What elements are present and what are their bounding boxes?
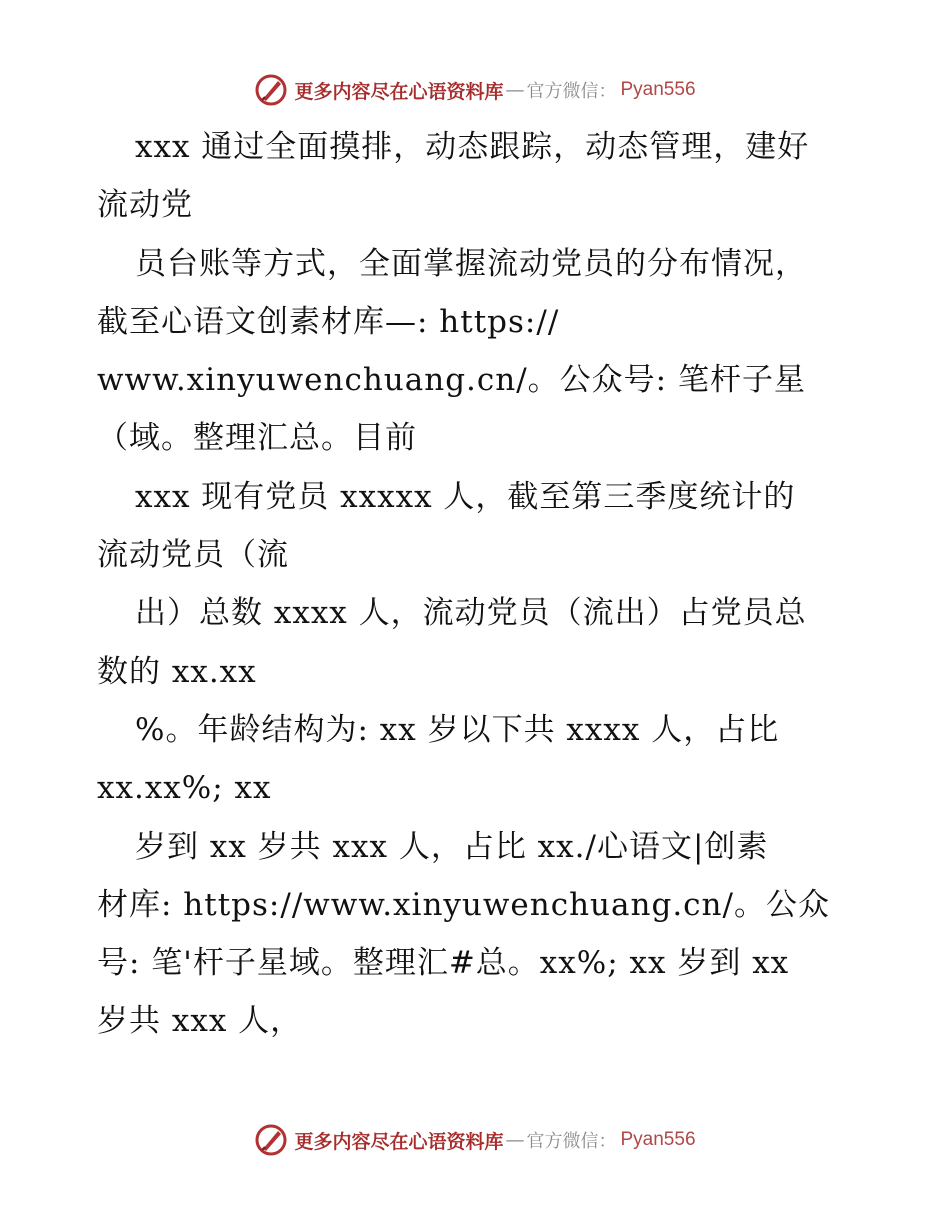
quill-logo-icon — [254, 73, 288, 107]
banner-wechat-label: 官方微信： — [526, 1131, 617, 1152]
quill-logo-icon — [254, 1123, 288, 1157]
text-line: xxx 通过全面摸排，动态跟踪，动态管理，建好 — [135, 129, 810, 165]
footer-banner — [0, 1120, 950, 1160]
text-line: 出）总数 xxxx 人，流动党员（流出）占党员总 — [135, 595, 807, 632]
text-line: 流动党员（流 — [97, 537, 289, 574]
text-line: xxx 现有党员 xxxxx 人，截至第三季度统计的 — [135, 478, 796, 515]
text-line: xx.xx%; xx — [97, 770, 272, 807]
text-line: 员台账等方式，全面掌握流动党员的分布情况， — [135, 245, 807, 282]
text-line: 岁到 xx 岁共 xxx 人，占比 xx./心语文|创素 — [135, 828, 769, 865]
banner-dash: — — [505, 79, 525, 101]
text-line: 号: 笔'杆子星域。整理汇#总。xx%; xx 岁到 xx — [97, 945, 790, 982]
text-line: %。年龄结构为: xx 岁以下共 xxxx 人，占比 — [135, 711, 780, 748]
text-line: 材库: https://www.xinyuwenchuang.cn/。公众 — [97, 886, 830, 923]
text-line: 截至心语文创素材库—: https:// — [97, 303, 560, 340]
document-body — [97, 118, 867, 1051]
banner-wechat-id: Pyan556 — [620, 1129, 696, 1150]
banner-wechat-label: 官方微信： — [526, 81, 617, 102]
text-line: www.xinyuwenchuang.cn/。公众号: 笔杆子星 — [97, 362, 806, 399]
header-banner — [0, 70, 950, 110]
banner-brand: 更多内容尽在心语资料库 — [294, 80, 504, 103]
banner-brand: 更多内容尽在心语资料库 — [294, 1130, 504, 1153]
text-line: 流动党 — [97, 187, 193, 224]
banner-wechat-id: Pyan556 — [620, 79, 696, 100]
text-line: 岁共 xxx 人， — [97, 1003, 303, 1040]
text-line: （域。整理汇总。目前 — [97, 420, 417, 457]
banner-dash: — — [505, 1129, 525, 1151]
text-line: 数的 xx.xx — [97, 653, 257, 690]
